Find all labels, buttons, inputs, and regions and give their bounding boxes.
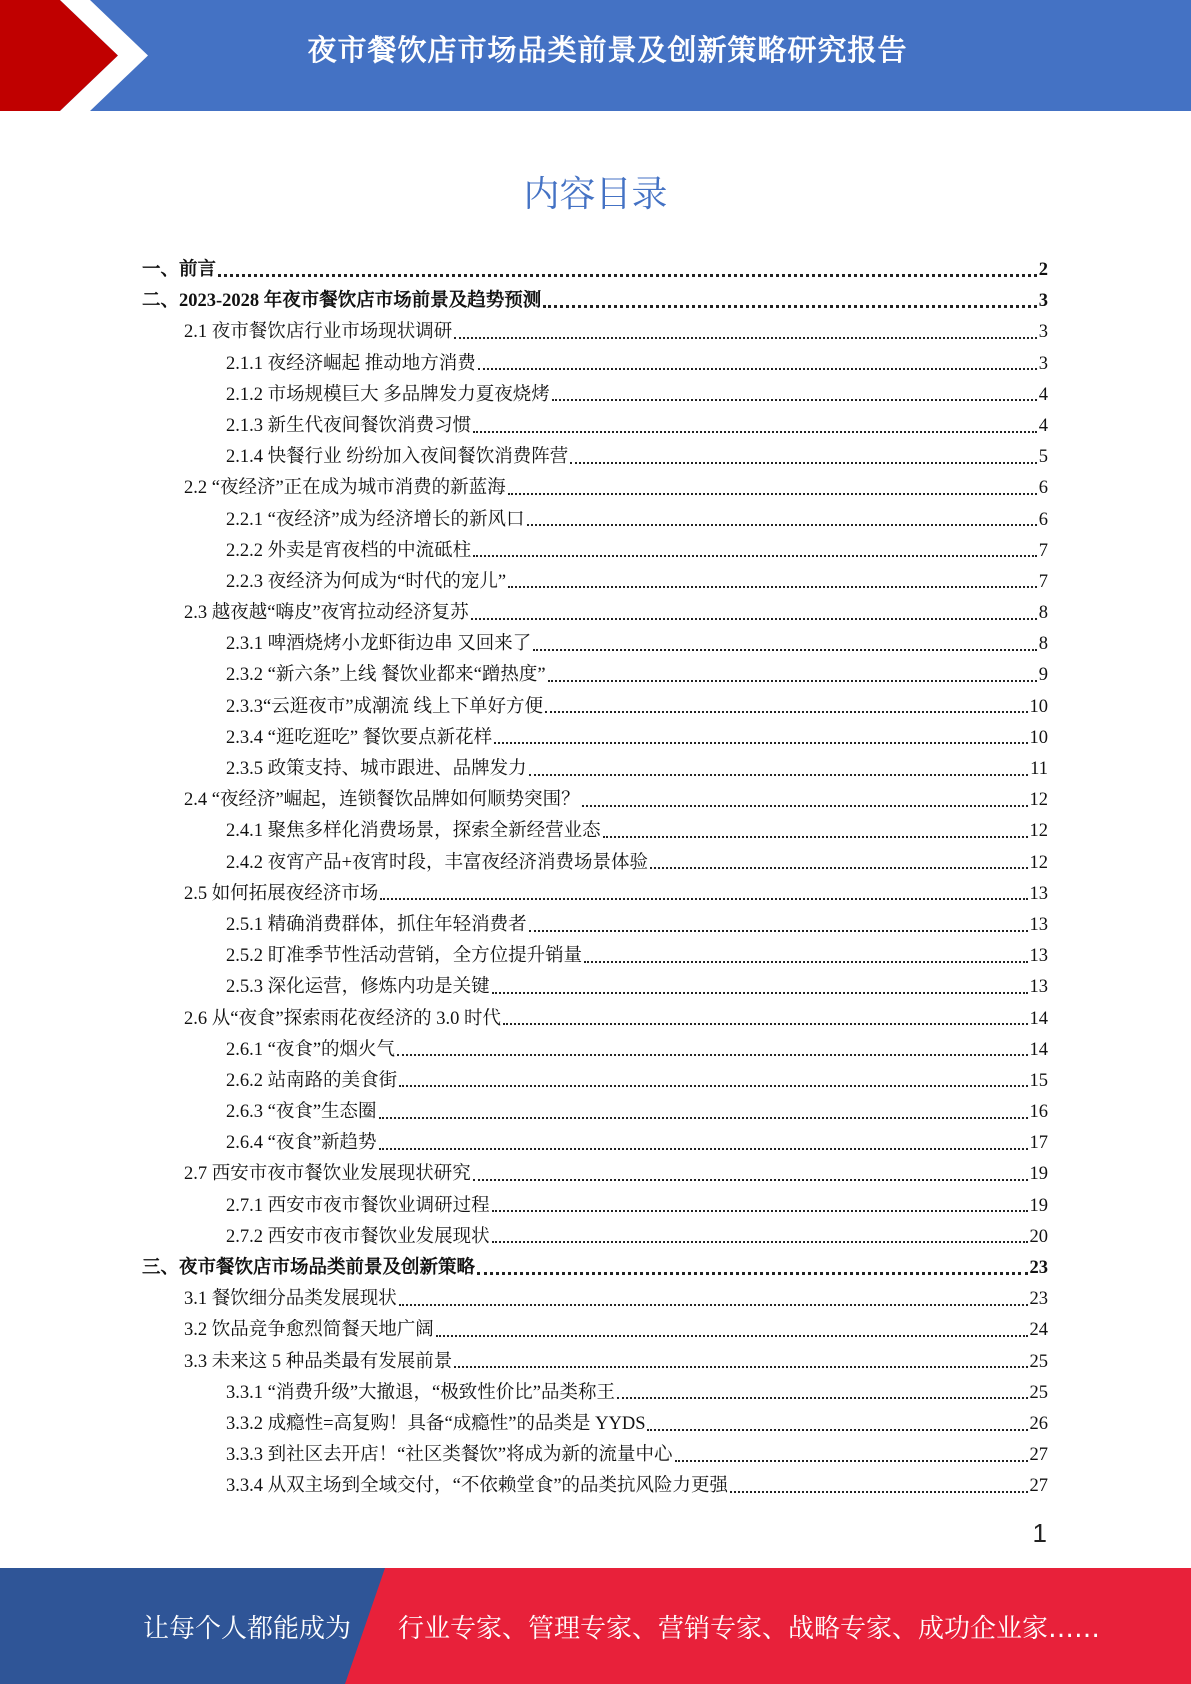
toc-entry-page: 13 — [1029, 977, 1048, 998]
toc-entry[interactable] — [142, 567, 1048, 598]
toc-entry[interactable] — [142, 692, 1048, 723]
toc-entry[interactable] — [142, 941, 1048, 972]
toc-leader-dots — [508, 586, 1037, 588]
toc-leader-dots — [218, 274, 1037, 277]
toc-entry-title: 2.5.3 深化运营，修炼内功是关键 — [226, 977, 490, 998]
toc-entry-page: 8 — [1038, 634, 1048, 655]
toc-entry-title: 2.6.2 站南路的美食街 — [226, 1070, 398, 1091]
toc-entry-title: 2.3.2 “新六条”上线 餐饮业都来“蹭热度” — [226, 665, 546, 686]
toc-leader-dots — [508, 493, 1037, 495]
toc-entry-title: 2.5.2 盯准季节性活动营销，全方位提升销量 — [226, 946, 583, 967]
toc-entry[interactable] — [142, 1004, 1048, 1035]
toc-entry-title: 3.3.3 到社区去开店！“社区类餐饮”将成为新的流量中心 — [226, 1445, 673, 1466]
toc-leader-dots — [492, 1241, 1028, 1243]
toc-entry-page: 12 — [1029, 821, 1048, 842]
toc-leader-dots — [478, 368, 1037, 370]
toc-entry[interactable] — [142, 1284, 1048, 1315]
toc-entry[interactable] — [142, 754, 1048, 785]
toc-leader-dots — [650, 867, 1027, 869]
toc-leader-dots — [473, 431, 1037, 433]
toc-leader-dots — [730, 1491, 1027, 1493]
toc-entry[interactable] — [142, 411, 1048, 442]
toc-entry-page: 27 — [1029, 1445, 1048, 1466]
toc-leader-dots — [379, 1117, 1028, 1119]
toc-entry-title: 2.5.1 精确消费群体，抓住年轻消费者 — [226, 914, 527, 935]
toc-entry-title: 2.6.4 “夜食”新趋势 — [226, 1133, 377, 1154]
toc-leader-dots — [492, 1210, 1028, 1212]
toc-entry-page: 13 — [1029, 914, 1048, 935]
toc-leader-dots — [454, 1366, 1027, 1368]
toc-entry-title: 3.3.4 从双主场到全域交付，“不依赖堂食”的品类抗风险力更强 — [226, 1476, 729, 1497]
toc-entry[interactable] — [142, 848, 1048, 879]
toc-entry-page: 7 — [1038, 571, 1048, 592]
toc-leader-dots — [552, 399, 1037, 401]
toc-entry-title: 3.3.2 成瘾性=高复购！具备“成瘾性”的品类是 YYDS — [226, 1413, 646, 1434]
toc-leader-dots — [454, 337, 1036, 339]
toc-entry-title: 2.7.2 西安市夜市餐饮业发展现状 — [226, 1226, 490, 1247]
toc-entry[interactable] — [142, 723, 1048, 754]
toc-entry-page: 6 — [1038, 478, 1048, 499]
toc-entry-title: 2.2.3 夜经济为何成为“时代的宠儿” — [226, 571, 507, 592]
toc-entry-title: 2.1.4 快餐行业 纷纷加入夜间餐饮消费阵营 — [226, 447, 569, 468]
toc-entry-title: 2.5 如何拓展夜经济市场 — [184, 883, 379, 904]
toc-entry-page: 15 — [1029, 1070, 1048, 1091]
toc-entry[interactable] — [142, 629, 1048, 660]
toc-entry-page: 7 — [1038, 540, 1048, 561]
toc-entry-page: 11 — [1030, 759, 1048, 779]
toc-entry[interactable] — [142, 1066, 1048, 1097]
toc-leader-dots — [582, 805, 1028, 807]
toc-entry[interactable] — [142, 660, 1048, 691]
toc-leader-dots — [492, 992, 1028, 994]
toc-leader-dots — [545, 711, 1027, 713]
toc-entry[interactable] — [142, 879, 1048, 910]
toc-entry-page: 16 — [1029, 1102, 1048, 1123]
toc-entry-page: 3 — [1038, 291, 1048, 312]
toc-entry-page: 2 — [1038, 260, 1048, 280]
toc-entry[interactable] — [142, 1222, 1048, 1253]
toc-leader-dots — [617, 1397, 1028, 1399]
toc-entry-title: 2.2 “夜经济”正在成为城市消费的新蓝海 — [184, 478, 506, 499]
toc-leader-dots — [533, 649, 1036, 651]
toc-leader-dots — [397, 1054, 1027, 1056]
toc-entry[interactable] — [142, 1315, 1048, 1346]
toc-entry-page: 25 — [1029, 1351, 1048, 1372]
toc-leader-dots — [473, 555, 1037, 557]
toc-entry-page: 13 — [1029, 946, 1048, 967]
toc-entry-page: 4 — [1038, 415, 1048, 436]
toc-entry[interactable] — [142, 816, 1048, 847]
toc-heading: 内容目录 — [523, 174, 668, 215]
toc-entry-title: 2.1.3 新生代夜间餐饮消费习惯 — [226, 415, 472, 436]
toc-entry-title: 2.1.1 夜经济崛起 推动地方消费 — [226, 353, 476, 374]
footer-slogan-right: 行业专家、管理专家、营销专家、战略专家、成功企业家…… — [398, 1614, 1101, 1644]
toc-entry[interactable] — [142, 536, 1048, 567]
toc-entry-title: 3.3.1 “消费升级”大撤退，“极致性价比”品类称王 — [226, 1382, 615, 1403]
toc-leader-dots — [399, 1304, 1028, 1306]
toc-entry-title: 2.3.5 政策支持、城市跟进、品牌发力 — [226, 759, 527, 779]
toc-entry-page: 12 — [1029, 790, 1048, 811]
toc-leader-dots — [529, 774, 1029, 776]
toc-leader-dots — [675, 1460, 1028, 1462]
toc-entry[interactable] — [142, 505, 1048, 536]
toc-entry-title: 2.4.2 夜宵产品+夜宵时段，丰富夜经济消费场景体验 — [226, 852, 649, 873]
toc-leader-dots — [548, 680, 1037, 682]
toc-entry-page: 4 — [1038, 384, 1048, 405]
toc-entry-page: 6 — [1038, 509, 1048, 530]
toc-entry-title: 2.7.1 西安市夜市餐饮业调研过程 — [226, 1195, 490, 1216]
toc-entry-title: 2.3 越夜越“嗨皮”夜宵拉动经济复苏 — [184, 603, 469, 624]
toc-entry-page: 8 — [1038, 603, 1048, 624]
toc-leader-dots — [473, 1179, 1028, 1181]
toc-leader-dots — [647, 1429, 1027, 1431]
toc-entry-page: 19 — [1029, 1195, 1048, 1216]
toc-entry-page: 23 — [1029, 1258, 1048, 1278]
toc-entry-title: 2.2.1 “夜经济”成为经济增长的新风口 — [226, 509, 525, 530]
toc-leader-dots — [527, 524, 1037, 526]
toc-entry-page: 12 — [1029, 852, 1048, 873]
toc-entry[interactable] — [142, 286, 1048, 317]
toc-entry-title: 3.3 未来这 5 种品类最有发展前景 — [184, 1351, 453, 1372]
toc-entry-page: 17 — [1029, 1133, 1048, 1154]
toc-leader-dots — [399, 1085, 1027, 1087]
toc-leader-dots — [529, 930, 1028, 932]
toc-entry-title: 2.1.2 市场规模巨大 多品牌发力夏夜烧烤 — [226, 384, 550, 405]
toc-entry-page: 24 — [1029, 1320, 1048, 1341]
toc-leader-dots — [477, 1272, 1027, 1275]
toc-entry-page: 3 — [1038, 322, 1048, 343]
toc-entry[interactable] — [142, 1471, 1048, 1502]
toc-entry-page: 20 — [1029, 1226, 1048, 1247]
toc-entry-title: 2.4 “夜经济”崛起，连锁餐饮品牌如何顺势突围？ — [184, 790, 580, 811]
toc-entry-title: 一、前言 — [142, 260, 217, 280]
toc-entry-page: 5 — [1038, 447, 1048, 468]
toc-leader-dots — [471, 618, 1037, 620]
toc-leader-dots — [494, 742, 1027, 744]
toc-entry[interactable] — [142, 785, 1048, 816]
toc-entry[interactable] — [142, 1097, 1048, 1128]
toc-leader-dots — [503, 1023, 1027, 1025]
page-header — [0, 0, 1191, 111]
toc-entry[interactable] — [142, 910, 1048, 941]
toc-leader-dots — [543, 305, 1036, 308]
toc-entry-title: 2.4.1 聚焦多样化消费场景，探索全新经营业态 — [226, 821, 601, 842]
toc-entry-page: 25 — [1029, 1382, 1048, 1403]
toc-entry[interactable] — [142, 1191, 1048, 1222]
toc-entry-page: 23 — [1029, 1289, 1048, 1310]
toc-entry-page: 3 — [1038, 353, 1048, 374]
toc-entry-page: 27 — [1029, 1476, 1048, 1497]
toc-leader-dots — [380, 898, 1027, 900]
toc-entry[interactable] — [142, 1035, 1048, 1066]
toc-entry-title: 2.7 西安市夜市餐饮业发展现状研究 — [184, 1164, 471, 1185]
toc-entry-title: 2.6.3 “夜食”生态圈 — [226, 1102, 377, 1123]
toc-entry[interactable] — [142, 1409, 1048, 1440]
toc-entry[interactable] — [142, 1128, 1048, 1159]
toc-entry-page: 14 — [1029, 1039, 1048, 1060]
page-number: 1 — [1032, 1518, 1047, 1548]
toc-entry[interactable] — [142, 349, 1048, 380]
toc-entry[interactable] — [142, 1253, 1048, 1284]
toc-entry[interactable] — [142, 442, 1048, 473]
toc-entry-page: 10 — [1029, 727, 1048, 748]
toc-entry-page: 26 — [1029, 1413, 1048, 1434]
toc-entry-title: 2.1 夜市餐饮店行业市场现状调研 — [184, 322, 453, 343]
toc-leader-dots — [584, 961, 1027, 963]
toc-entry-title: 3.2 饮品竞争愈烈简餐天地广阔 — [184, 1320, 434, 1341]
toc-entry[interactable] — [142, 598, 1048, 629]
toc-entry[interactable] — [142, 380, 1048, 411]
toc-leader-dots — [436, 1335, 1028, 1337]
toc-entry-title: 二、2023-2028 年夜市餐饮店市场前景及趋势预测 — [142, 291, 542, 312]
toc-entry-page: 9 — [1038, 665, 1048, 686]
toc-leader-dots — [379, 1148, 1028, 1150]
toc-entry-title: 2.3.1 啤酒烧烤小龙虾街边串 又回来了 — [226, 634, 532, 655]
toc-entry[interactable] — [142, 1378, 1048, 1409]
toc-entry-title: 3.1 餐饮细分品类发展现状 — [184, 1289, 397, 1310]
toc-entry[interactable] — [142, 1159, 1048, 1190]
toc-entry[interactable] — [142, 1440, 1048, 1471]
toc-entry[interactable] — [142, 473, 1048, 504]
toc-entry-title: 2.3.3“云逛夜市”成潮流 线上下单好方便 — [226, 696, 544, 717]
toc-entry-title: 2.6.1 “夜食”的烟火气 — [226, 1039, 396, 1060]
toc-entry[interactable] — [142, 317, 1048, 348]
toc-entry-page: 13 — [1029, 883, 1048, 904]
toc-entry-title: 三、夜市餐饮店市场品类前景及创新策略 — [142, 1258, 476, 1278]
page-footer — [0, 1568, 1191, 1684]
footer-slogan-left: 让每个人都能成为 — [143, 1614, 352, 1644]
toc-entry[interactable] — [142, 255, 1048, 286]
report-title: 夜市餐饮店市场品类前景及创新策略研究报告 — [307, 33, 908, 67]
toc-entry-title: 2.6 从“夜食”探索雨花夜经济的 3.0 时代 — [184, 1008, 502, 1029]
table-of-contents — [142, 255, 1048, 1503]
toc-entry-page: 19 — [1029, 1164, 1048, 1185]
toc-entry[interactable] — [142, 1347, 1048, 1378]
toc-entry[interactable] — [142, 972, 1048, 1003]
toc-entry-page: 10 — [1029, 696, 1048, 717]
toc-entry-title: 2.3.4 “逛吃逛吃” 餐饮要点新花样 — [226, 727, 493, 748]
toc-entry-page: 14 — [1029, 1008, 1048, 1029]
toc-entry-title: 2.2.2 外卖是宵夜档的中流砥柱 — [226, 540, 472, 561]
toc-leader-dots — [570, 462, 1036, 464]
toc-leader-dots — [603, 836, 1028, 838]
